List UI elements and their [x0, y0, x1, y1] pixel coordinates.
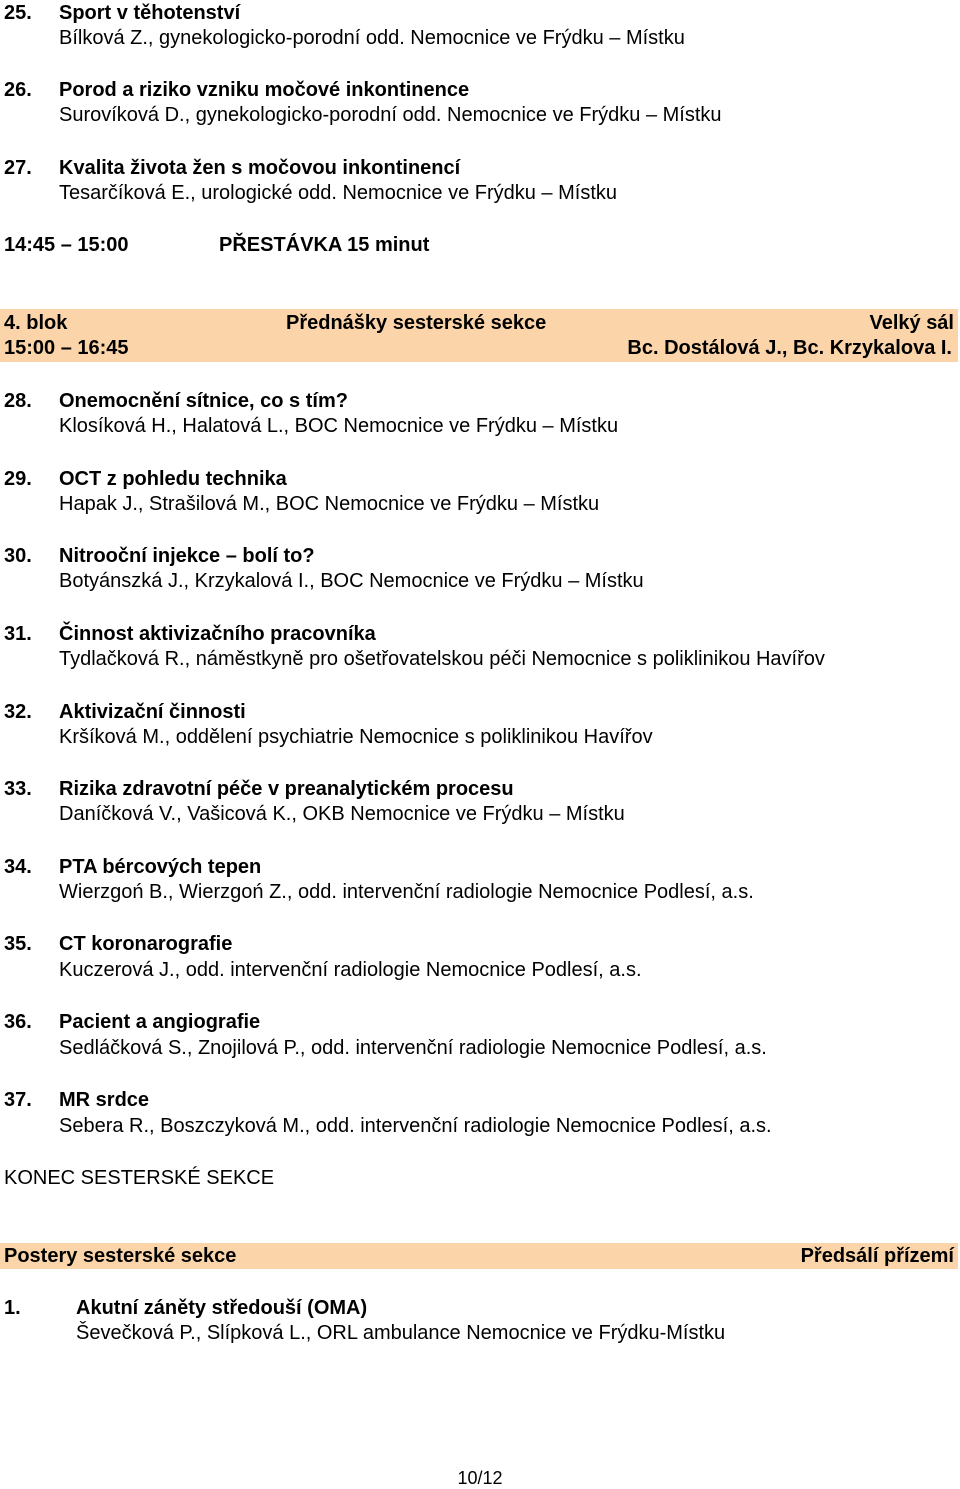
block-header [0, 309, 958, 362]
item-number: 34. [4, 856, 32, 878]
item-authors: Bílková Z., gynekologicko-porodní odd. Nemocnice ve Frýdku – Místku [59, 27, 685, 49]
item-title: Rizika zdravotní péče v preanalytickém procesu [59, 778, 514, 800]
block-section: Přednášky sesterské sekce [286, 312, 547, 334]
item-number: 28. [4, 390, 32, 412]
item-number: 1. [4, 1297, 21, 1319]
posters-section: Postery sesterské sekce [4, 1245, 237, 1267]
item-title: Porod a riziko vzniku močové inkontinence [59, 79, 470, 101]
item-number: 36. [4, 1011, 32, 1033]
item-authors: Kuczerová J., odd. intervenční radiologie Nemocnice Podlesí, a.s. [59, 959, 642, 981]
item-authors: Wierzgoń B., Wierzgoń Z., odd. intervenční radiologie Nemocnice Podlesí, a.s. [59, 881, 754, 903]
item-authors: Kršíková M., oddělení psychiatrie Nemocnice s poliklinikou Havířov [59, 726, 653, 748]
item-title: Kvalita života žen s močovou inkontinencí [59, 157, 461, 179]
item-title: PTA bércových tepen [59, 856, 262, 878]
item-title: Aktivizační činnosti [59, 701, 246, 723]
item-number: 37. [4, 1089, 32, 1111]
block-time: 15:00 – 16:45 [4, 337, 129, 359]
item-number: 25. [4, 2, 32, 24]
item-title: Onemocnění sítnice, co s tím? [59, 390, 348, 412]
item-title: Nitrooční injekce – bolí to? [59, 545, 315, 567]
item-authors: Klosíková H., Halatová L., BOC Nemocnice ve Frýdku – Místku [59, 415, 619, 437]
block-chairs: Bc. Dostálová J., Bc. Krzykalova I. [627, 337, 952, 359]
item-authors: Sebera R., Boszczyková M., odd. intervenční radiologie Nemocnice Podlesí, a.s. [59, 1115, 772, 1137]
page-number: 10/12 [457, 1468, 503, 1488]
item-title: Sport v těhotenství [59, 2, 241, 24]
item-authors: Tydlačková R., náměstkyně pro ošetřovatelskou péči Nemocnice s poliklinikou Havířov [59, 648, 825, 670]
section-end-label: KONEC SESTERSKÉ SEKCE [4, 1167, 275, 1189]
item-number: 29. [4, 468, 32, 490]
item-title: Akutní záněty středouší (OMA) [76, 1297, 368, 1319]
item-number: 32. [4, 701, 32, 723]
item-authors: Tesarčíková E., urologické odd. Nemocnice ve Frýdku – Místku [59, 182, 618, 204]
item-authors: Sedláčková S., Znojilová P., odd. intervenční radiologie Nemocnice Podlesí, a.s. [59, 1037, 767, 1059]
item-authors: Ševečková P., Slípková L., ORL ambulance Nemocnice ve Frýdku-Místku [76, 1322, 726, 1344]
item-title: CT koronarografie [59, 933, 233, 955]
block-room: Velký sál [869, 312, 954, 334]
item-number: 35. [4, 933, 32, 955]
item-title: MR srdce [59, 1089, 150, 1111]
item-title: Činnost aktivizačního pracovníka [59, 623, 376, 645]
item-title: OCT z pohledu technika [59, 468, 287, 490]
posters-header [0, 1243, 958, 1269]
item-authors: Hapak J., Strašilová M., BOC Nemocnice ve Frýdku – Místku [59, 493, 600, 515]
block-label: 4. blok [4, 312, 68, 334]
posters-location: Předsálí přízemí [800, 1245, 954, 1267]
item-number: 26. [4, 79, 32, 101]
item-number: 30. [4, 545, 32, 567]
item-number: 33. [4, 778, 32, 800]
item-authors: Botyánszká J., Krzykalová I., BOC Nemocnice ve Frýdku – Místku [59, 570, 644, 592]
item-authors: Daníčková V., Vašicová K., OKB Nemocnice ve Frýdku – Místku [59, 803, 625, 825]
break-time: 14:45 – 15:00 [4, 234, 129, 256]
item-authors: Surovíková D., gynekologicko-porodní odd. Nemocnice ve Frýdku – Místku [59, 104, 722, 126]
item-number: 27. [4, 157, 32, 179]
item-number: 31. [4, 623, 32, 645]
item-title: Pacient a angiografie [59, 1011, 261, 1033]
break-label: PŘESTÁVKA 15 minut [219, 234, 430, 256]
